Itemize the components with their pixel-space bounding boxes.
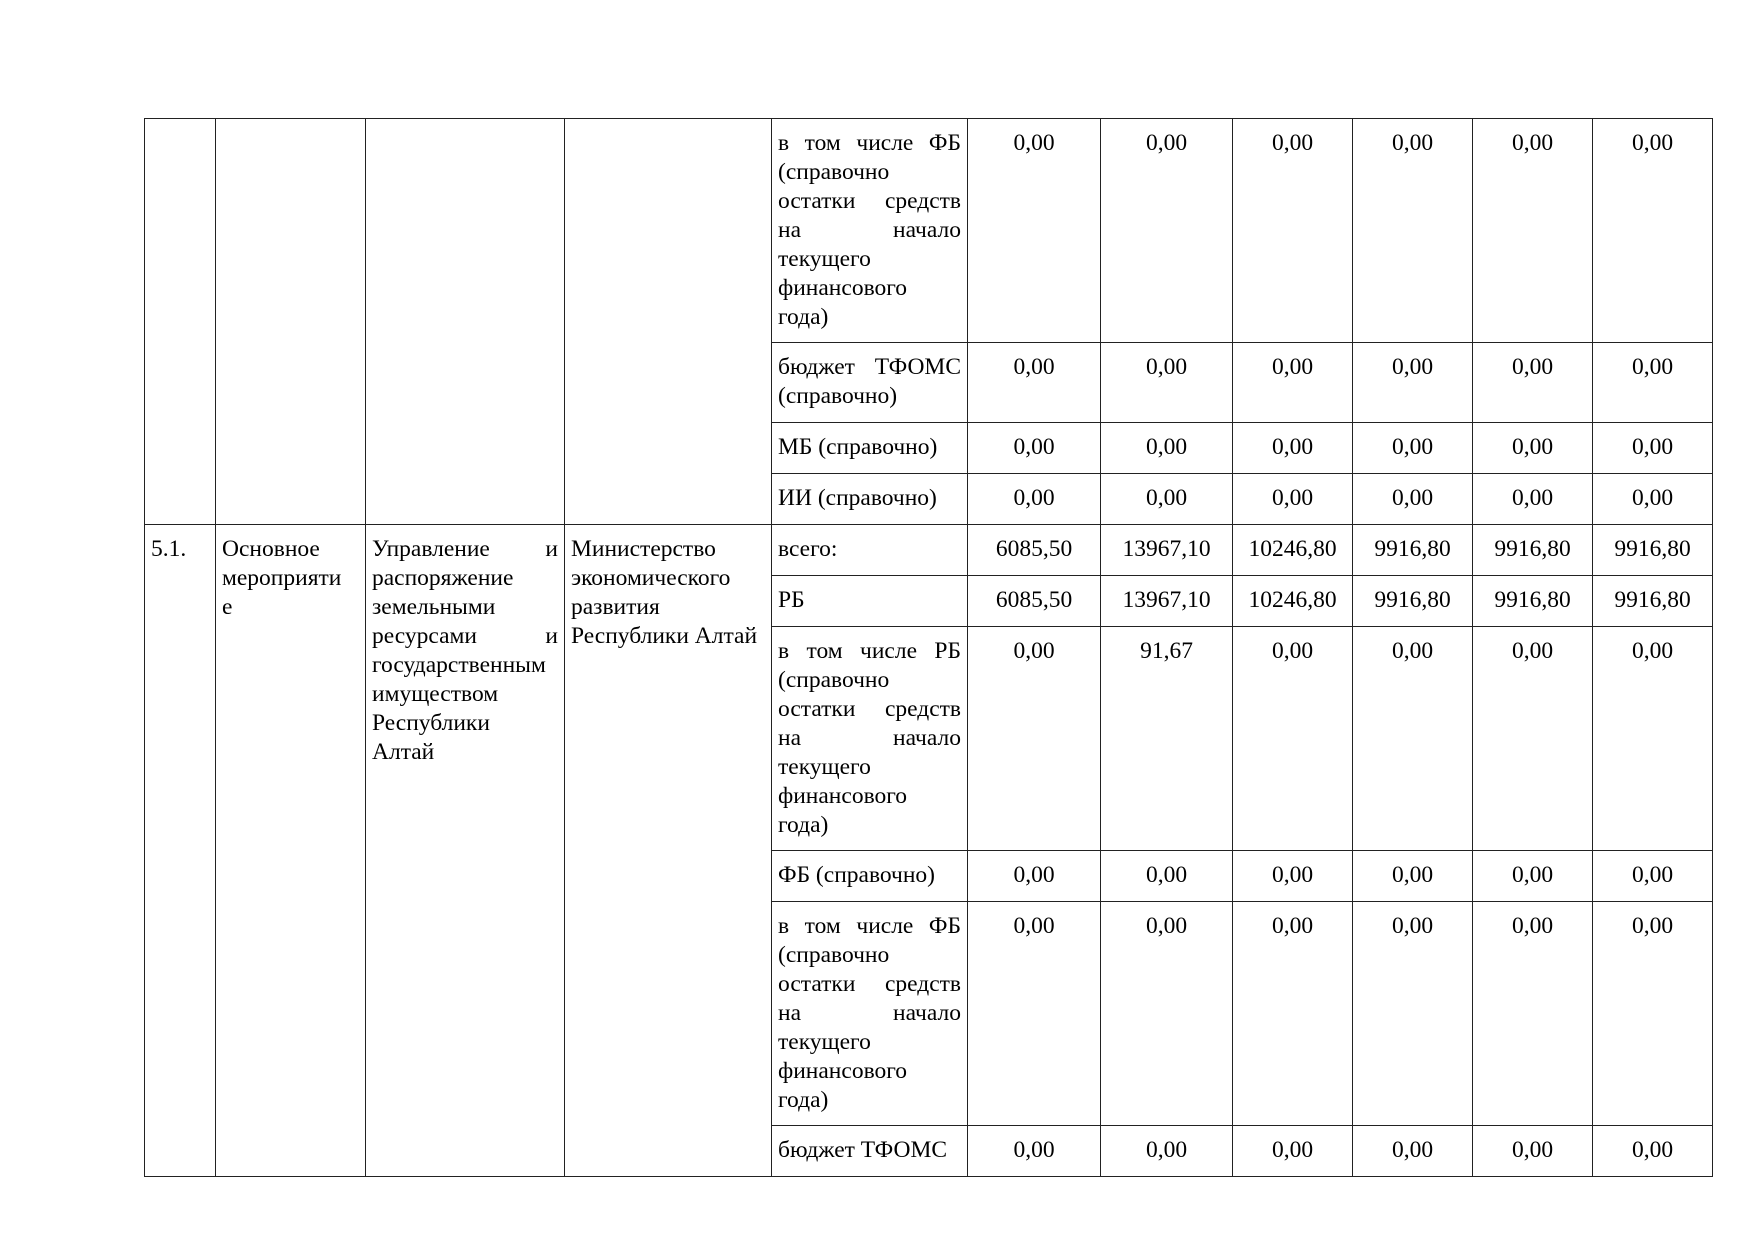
value-cell: 91,67 — [1101, 627, 1233, 851]
source-cell: всего: — [772, 525, 968, 576]
value-cell: 9916,80 — [1593, 525, 1713, 576]
value-cell: 0,00 — [1593, 1126, 1713, 1177]
value-cell: 0,00 — [968, 119, 1101, 343]
value-cell: 0,00 — [1233, 902, 1353, 1126]
value-cell: 0,00 — [1353, 343, 1473, 423]
name-cell — [366, 119, 565, 525]
value-cell: 0,00 — [1353, 423, 1473, 474]
value-cell: 0,00 — [968, 627, 1101, 851]
item-status-line: Основное — [222, 536, 320, 562]
item-status-line: мероприяти — [222, 565, 342, 591]
number-cell — [145, 119, 216, 525]
value-cell: 0,00 — [1473, 1126, 1593, 1177]
value-cell: 0,00 — [1101, 474, 1233, 525]
value-cell: 0,00 — [1473, 627, 1593, 851]
source-cell: бюджет ТФОМС (справочно) — [772, 343, 968, 423]
value-cell: 0,00 — [1593, 119, 1713, 343]
value-cell: 0,00 — [1233, 119, 1353, 343]
value-cell: 0,00 — [1473, 902, 1593, 1126]
value-cell: 0,00 — [1101, 423, 1233, 474]
value-cell: 0,00 — [1353, 119, 1473, 343]
value-cell: 13967,10 — [1101, 525, 1233, 576]
item-status — [216, 525, 366, 1177]
value-cell: 0,00 — [968, 343, 1101, 423]
value-cell: 0,00 — [1473, 423, 1593, 474]
source-cell: бюджет ТФОМС — [772, 1126, 968, 1177]
value-cell: 0,00 — [1101, 851, 1233, 902]
value-cell: 0,00 — [968, 851, 1101, 902]
item-number: 5.1. — [145, 525, 216, 1177]
value-cell: 0,00 — [1353, 851, 1473, 902]
value-cell: 9916,80 — [1353, 576, 1473, 627]
item-name: Управление и распоряжение земельными ресурсами и государственным имуществом Республики Алтай — [366, 525, 565, 1177]
value-cell: 0,00 — [1353, 474, 1473, 525]
value-cell: 9916,80 — [1473, 576, 1593, 627]
value-cell: 0,00 — [1233, 343, 1353, 423]
value-cell: 10246,80 — [1233, 525, 1353, 576]
value-cell: 0,00 — [1233, 1126, 1353, 1177]
status-cell — [216, 119, 366, 525]
value-cell: 10246,80 — [1233, 576, 1353, 627]
executor-cell — [565, 119, 772, 525]
value-cell: 0,00 — [1353, 1126, 1473, 1177]
value-cell: 0,00 — [968, 474, 1101, 525]
item-status-line: е — [222, 594, 233, 620]
value-cell: 0,00 — [1473, 343, 1593, 423]
value-cell: 6085,50 — [968, 525, 1101, 576]
value-cell: 0,00 — [968, 902, 1101, 1126]
value-cell: 0,00 — [1233, 423, 1353, 474]
value-cell: 0,00 — [1473, 851, 1593, 902]
value-cell: 0,00 — [968, 423, 1101, 474]
value-cell: 0,00 — [1233, 851, 1353, 902]
value-cell: 0,00 — [1101, 343, 1233, 423]
source-cell: ФБ (справочно) — [772, 851, 968, 902]
source-cell: в том числе ФБ (справочно остатки средств на начало текущего финансового года) — [772, 119, 968, 343]
value-cell: 0,00 — [1593, 423, 1713, 474]
value-cell: 0,00 — [1353, 627, 1473, 851]
source-cell: в том числе РБ (справочно остатки средств на начало текущего финансового года) — [772, 627, 968, 851]
value-cell: 0,00 — [1473, 474, 1593, 525]
value-cell: 0,00 — [1101, 1126, 1233, 1177]
source-cell: ИИ (справочно) — [772, 474, 968, 525]
value-cell: 0,00 — [1593, 851, 1713, 902]
value-cell: 0,00 — [1593, 902, 1713, 1126]
value-cell: 0,00 — [1233, 474, 1353, 525]
value-cell: 0,00 — [1593, 343, 1713, 423]
value-cell: 0,00 — [1593, 627, 1713, 851]
value-cell: 0,00 — [1101, 902, 1233, 1126]
value-cell: 0,00 — [1473, 119, 1593, 343]
budget-table — [144, 118, 1713, 1177]
value-cell: 0,00 — [1233, 627, 1353, 851]
value-cell: 6085,50 — [968, 576, 1101, 627]
source-cell: МБ (справочно) — [772, 423, 968, 474]
value-cell: 0,00 — [968, 1126, 1101, 1177]
source-cell: в том числе ФБ (справочно остатки средств на начало текущего финансового года) — [772, 902, 968, 1126]
value-cell: 9916,80 — [1593, 576, 1713, 627]
value-cell: 0,00 — [1593, 474, 1713, 525]
table-row — [145, 119, 1713, 343]
value-cell: 13967,10 — [1101, 576, 1233, 627]
source-cell: РБ — [772, 576, 968, 627]
value-cell: 0,00 — [1101, 119, 1233, 343]
item-executor: Министерство экономического развития Республики Алтай — [565, 525, 772, 1177]
value-cell: 9916,80 — [1353, 525, 1473, 576]
value-cell: 0,00 — [1353, 902, 1473, 1126]
table-row — [145, 525, 1713, 576]
value-cell: 9916,80 — [1473, 525, 1593, 576]
